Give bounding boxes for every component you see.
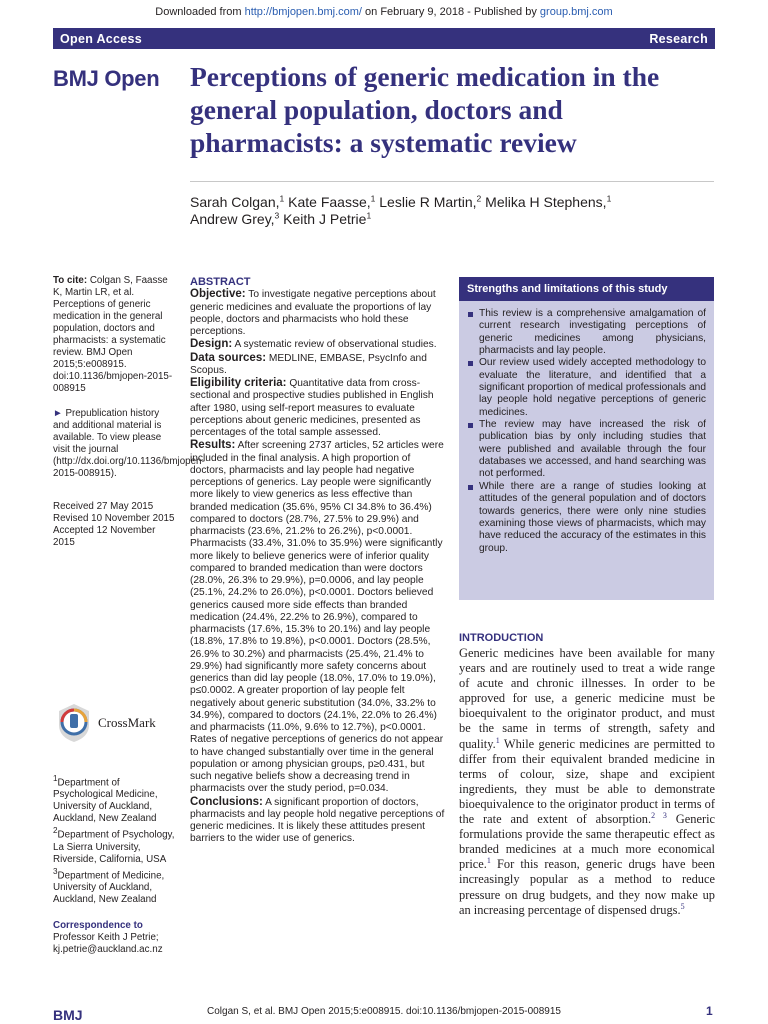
journal-logo: BMJ Open (53, 66, 160, 91)
article-title: Perceptions of generic medication in the general population, doctors and pharmacists: a systematic review (190, 61, 660, 158)
page-number: 1 (706, 1004, 713, 1018)
abstract (190, 276, 445, 846)
abstract-section: Design: A systematic review of observational studies. (190, 338, 437, 351)
author: Andrew Grey,$^3$ (190, 210, 280, 227)
abstract-section: Data sources: MEDLINE, EMBASE, PsycInfo and Scopus. (190, 351, 427, 376)
list-item: Our review used widely accepted methodology to evaluate the literature, and identified that a significant proportion of medical professionals and lay people hold negative perceptions of generic medicines. (467, 357, 706, 419)
affiliation: $^1$Department of Psychological Medicine, University of Auckland, Auckland, New Zealand (53, 774, 158, 825)
download-prefix: Downloaded from (155, 6, 245, 18)
list-item: While there are a range of studies looking at attitudes of the general population and of doctors towards generics, there were only nine studies examining those views of pharmacists, which may have reduced the accuracy of the estimates in this group. (467, 481, 706, 555)
publisher-link[interactable]: group.bmj.com (539, 6, 613, 18)
prepublication-note (53, 408, 205, 480)
list-item: This review is a comprehensive amalgamation of current research investigating perceptions of generic medicines among physicians, pharmacists and lay people. (467, 308, 706, 357)
abstract-section: Conclusions: A significant proportion of doctors, pharmacists and lay people hold negative perceptions of generic medicines. It is likely these attitudes present barriers to the wider use of generics. (190, 795, 445, 845)
correspondence-heading: Correspondence to (53, 920, 143, 931)
footer-logo: BMJ (53, 1007, 83, 1023)
accepted-date: Accepted 12 November 2015 (53, 525, 156, 548)
cite-text: Colgan S, Faasse K, Martin LR, et al. Perceptions of generic medication in the general population, doctors and pharmacists: a systematic review. BMJ Open 2015;5:e008915. doi:10.1136/bmjopen-2015-008915 (53, 275, 173, 394)
citation-info (53, 275, 175, 395)
download-notice (0, 6, 768, 18)
abstract-section: Results: After screening 2737 articles, 52 articles were included in the final analysis. A high proportion of doctors, pharmacists and lay people had negative perceptions of generics. Lay people were significantly more likely to view generics as less effective than branded medication (35.6%, 95% CI 34.8% to 36.4%) compared to doctors (28.7%, 27.5% to 29.9%) and pharmacists (23.6%, 21.2% to 26.2%), p<0.0001. Pharmacists (33.4%, 31.0% to 35.9%) were significantly more likely to believe generics were of inferior quality compared to branded medication than were doctors (28.0%, 26.3% to 29.9%), p=0.0006, and lay people (25.1%, 24.2% to 26.0%), p<0.0001. Doctors believed generics caused more side effects than branded medication (24.4%, 22.2% to 26.9%), compared to pharmacists (17.6%, 15.3% to 20.1%) and lay people (18.8%, 17.8% to 19.8%), p<0.0001. Doctors (28.5%, 26.9% to 30.2%) and pharmacists (25.4%, 21.4% to 29.9%) had significantly more safety concerns about generics than did lay people (18.0%, 17.0% to 19.0%), p≤0.0002. A greater proportion of lay people felt negatively about generic substitution (34.0%, 33.2% to 34.9%), compared to doctors (24.1%, 22.0% to 26.4%) and pharmacists (11.0%, 9.6% to 12.7%), p<0.0001. Rates of negative perceptions of generics do not appear to have changed substantially over time in the general population or among physician groups, p≥0.431, but such negative beliefs show a decreasing trend in pharmacists over the study period, p=0.034. (190, 439, 444, 795)
list-item: The review may have increased the risk of publication bias by only including studies that were published and available through the four databases we accessed, and hand searching was not performed. (467, 419, 706, 481)
correspondence-email[interactable]: kj.petrie@auckland.ac.nz (53, 944, 163, 955)
author: Sarah Colgan,$^1$ (190, 193, 285, 210)
reference-link[interactable]: 2 3 (651, 810, 667, 820)
affiliations (53, 773, 175, 906)
crossmark-label: CrossMark (98, 715, 156, 730)
strengths-limitations-box (459, 277, 714, 600)
author: Kate Faasse,$^1$ (284, 193, 376, 210)
crossmark-badge[interactable] (55, 700, 175, 746)
article-dates (53, 501, 175, 549)
section-label: Research (649, 31, 708, 46)
correspondence (53, 920, 175, 956)
prepub-text: Prepublication history and additional material is available. To view please visit the journal (http://dx.doi.org/10.1136/bmjopen-2015-008915). (53, 408, 205, 479)
author: Leslie R Martin,$^2$ (375, 193, 482, 210)
reference-link[interactable]: 1 (486, 856, 491, 866)
strengths-heading: Strengths and limitations of this study (459, 277, 714, 301)
author-list (190, 194, 720, 228)
cite-label: To cite: (53, 275, 88, 286)
divider (190, 181, 714, 182)
footer-citation: Colgan S, et al. BMJ Open 2015;5:e008915. doi:10.1136/bmjopen-2015-008915 (207, 1006, 561, 1017)
triangle-bullet-icon: ► (53, 408, 63, 419)
received-date: Received 27 May 2015 (53, 501, 154, 512)
journal-url-link[interactable]: http://bmjopen.bmj.com/ (244, 6, 362, 18)
reference-link[interactable]: 5 (680, 901, 685, 911)
abstract-heading: ABSTRACT (190, 276, 251, 288)
reference-link[interactable]: 1 (495, 735, 500, 745)
strengths-list (459, 301, 714, 555)
download-middle: on February 9, 2018 - Published by (361, 6, 540, 18)
introduction-heading: INTRODUCTION (459, 632, 544, 644)
crossmark-icon (55, 702, 93, 744)
abstract-section: Eligibility criteria: Quantitative data from cross-sectional and prospective studies published in English after 1980, using self-report measures to evaluate perceptions about generic medicines, presented as percentages of the total sample assessed. (190, 377, 434, 438)
introduction-text: Generic medicines have been available for many years and are routinely used to treat a wide range of acute and chronic illnesses. In order to be approved for use, a generic medicine must be bioequivalent to the originator product, and must be the same in terms of strength, safety and quality.$^1$ While generic medicines are permitted to differ from their equivalent branded medicine in terms of colour, size, shape and excipient ingredients, they must be able to demonstrate bioequivalence to the originator product in terms of the rate and extent of absorption.$^{2 3}$ Generic formulations provide the same therapeutic effect as branded medicines at a much more economical price.$^1$ For this reason, generic drugs have been increasingly popular as a method to reduce pressure on drug budgets, and they now make up an increasing percentage of dispensed drugs.$^5$ (459, 646, 716, 917)
author: Keith J Petrie$^1$ (279, 210, 372, 227)
correspondence-name: Professor Keith J Petrie; (53, 932, 159, 943)
affiliation: $^3$Department of Medicine, University of Auckland, Auckland, New Zealand (53, 866, 165, 905)
revised-date: Revised 10 November 2015 (53, 513, 175, 524)
open-access-label: Open Access (60, 31, 143, 46)
author: Melika H Stephens,$^1$ (481, 193, 612, 210)
affiliation: $^2$Department of Psychology, La Sierra University, Riverside, California, USA (53, 826, 175, 865)
abstract-section: Objective: To investigate negative perceptions about generic medicines and evaluate the proportions of lay people, doctors and pharmacists who hold these perceptions. (190, 288, 436, 337)
header-bar (53, 28, 715, 49)
